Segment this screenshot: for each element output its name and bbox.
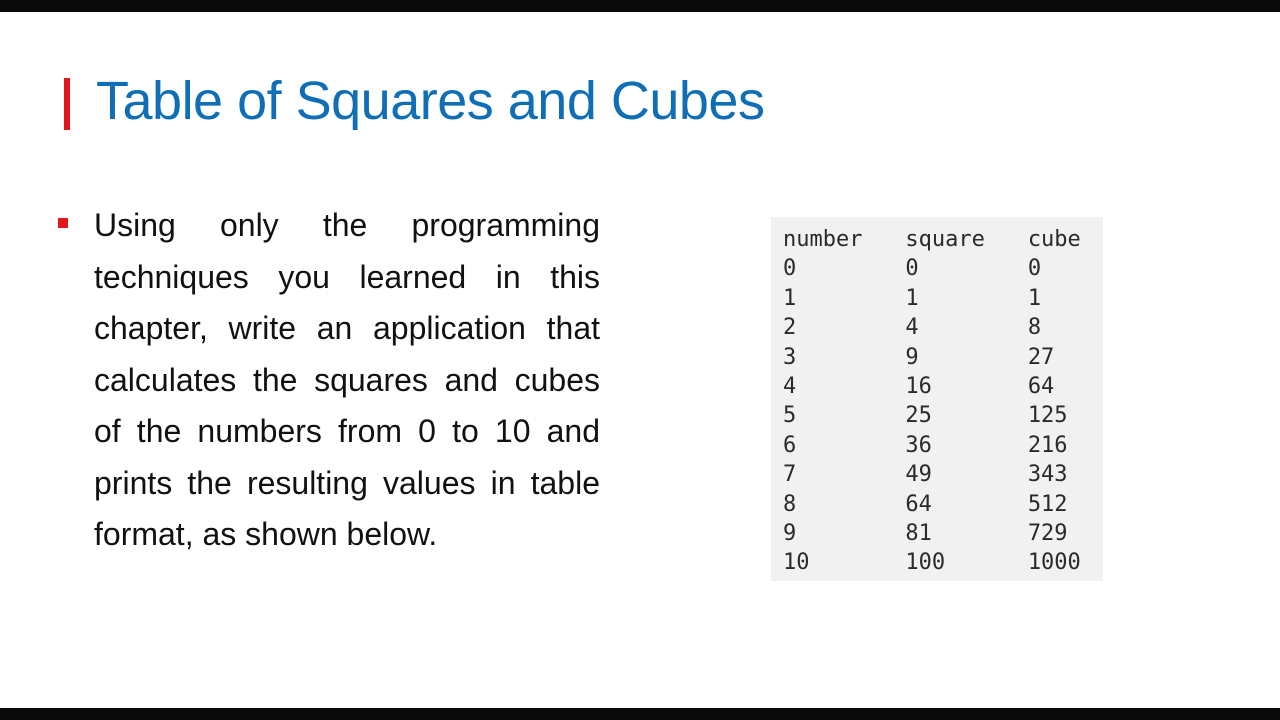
table-row bbox=[783, 343, 1103, 372]
cell-cube: 512 bbox=[1027, 491, 1068, 517]
cell-square: 25 bbox=[905, 403, 932, 429]
header-square: square bbox=[905, 227, 985, 252]
table-row bbox=[783, 519, 1103, 548]
cell-number: 10 bbox=[783, 550, 810, 576]
cell-number: 0 bbox=[783, 256, 797, 282]
table-body bbox=[783, 254, 1103, 577]
cell-square: 4 bbox=[905, 315, 919, 341]
cell-cube: 125 bbox=[1027, 403, 1068, 429]
cell-cube: 216 bbox=[1027, 432, 1068, 458]
slide-title: Table of Squares and Cubes bbox=[96, 71, 765, 131]
title-accent-bar bbox=[64, 78, 70, 130]
table-row bbox=[783, 372, 1103, 401]
cell-number: 2 bbox=[783, 315, 797, 341]
cell-number: 7 bbox=[783, 462, 797, 488]
bullet-text: Using only the programming techniques you learned in this chapter, write an application that calculates the squares and cubes of the numbers from 0 to 10 and prints the resulting values in table format, as shown below. bbox=[94, 207, 600, 552]
table-row bbox=[783, 313, 1103, 342]
cell-square: 81 bbox=[905, 521, 932, 547]
cell-number: 5 bbox=[783, 403, 797, 429]
cell-cube: 1000 bbox=[1027, 550, 1081, 576]
table-row bbox=[783, 431, 1103, 460]
cell-cube: 27 bbox=[1027, 344, 1055, 370]
header-number: number bbox=[783, 227, 863, 252]
output-table bbox=[783, 225, 1103, 578]
table-row bbox=[783, 490, 1103, 519]
table-row bbox=[783, 548, 1103, 577]
output-console bbox=[771, 217, 1103, 581]
cell-square: 0 bbox=[905, 256, 919, 282]
header-cube: cube bbox=[1027, 227, 1081, 252]
cell-square: 9 bbox=[905, 344, 919, 370]
cell-cube: 729 bbox=[1027, 521, 1068, 547]
cell-square: 49 bbox=[905, 462, 932, 488]
table-row bbox=[783, 284, 1103, 313]
table-row bbox=[783, 401, 1103, 430]
cell-square: 16 bbox=[905, 374, 932, 400]
cell-number: 3 bbox=[783, 344, 797, 370]
table-header-row bbox=[783, 225, 1103, 254]
cell-number: 8 bbox=[783, 491, 797, 517]
cell-cube: 64 bbox=[1027, 374, 1055, 400]
cell-number: 1 bbox=[783, 285, 797, 311]
bottom-letterbox-bar bbox=[0, 708, 1280, 720]
cell-square: 100 bbox=[905, 550, 946, 576]
cell-number: 9 bbox=[783, 521, 797, 547]
cell-cube: 1 bbox=[1027, 285, 1042, 311]
cell-square: 1 bbox=[905, 285, 919, 311]
table-row bbox=[783, 460, 1103, 489]
cell-cube: 0 bbox=[1027, 256, 1042, 282]
cell-cube: 8 bbox=[1027, 315, 1042, 341]
cell-square: 36 bbox=[905, 432, 932, 458]
table-row bbox=[783, 254, 1103, 283]
cell-number: 4 bbox=[783, 374, 797, 400]
top-letterbox-bar bbox=[0, 0, 1280, 12]
cell-square: 64 bbox=[905, 491, 932, 517]
bullet-square-icon bbox=[58, 218, 68, 228]
cell-cube: 343 bbox=[1027, 462, 1068, 488]
cell-number: 6 bbox=[783, 432, 797, 458]
